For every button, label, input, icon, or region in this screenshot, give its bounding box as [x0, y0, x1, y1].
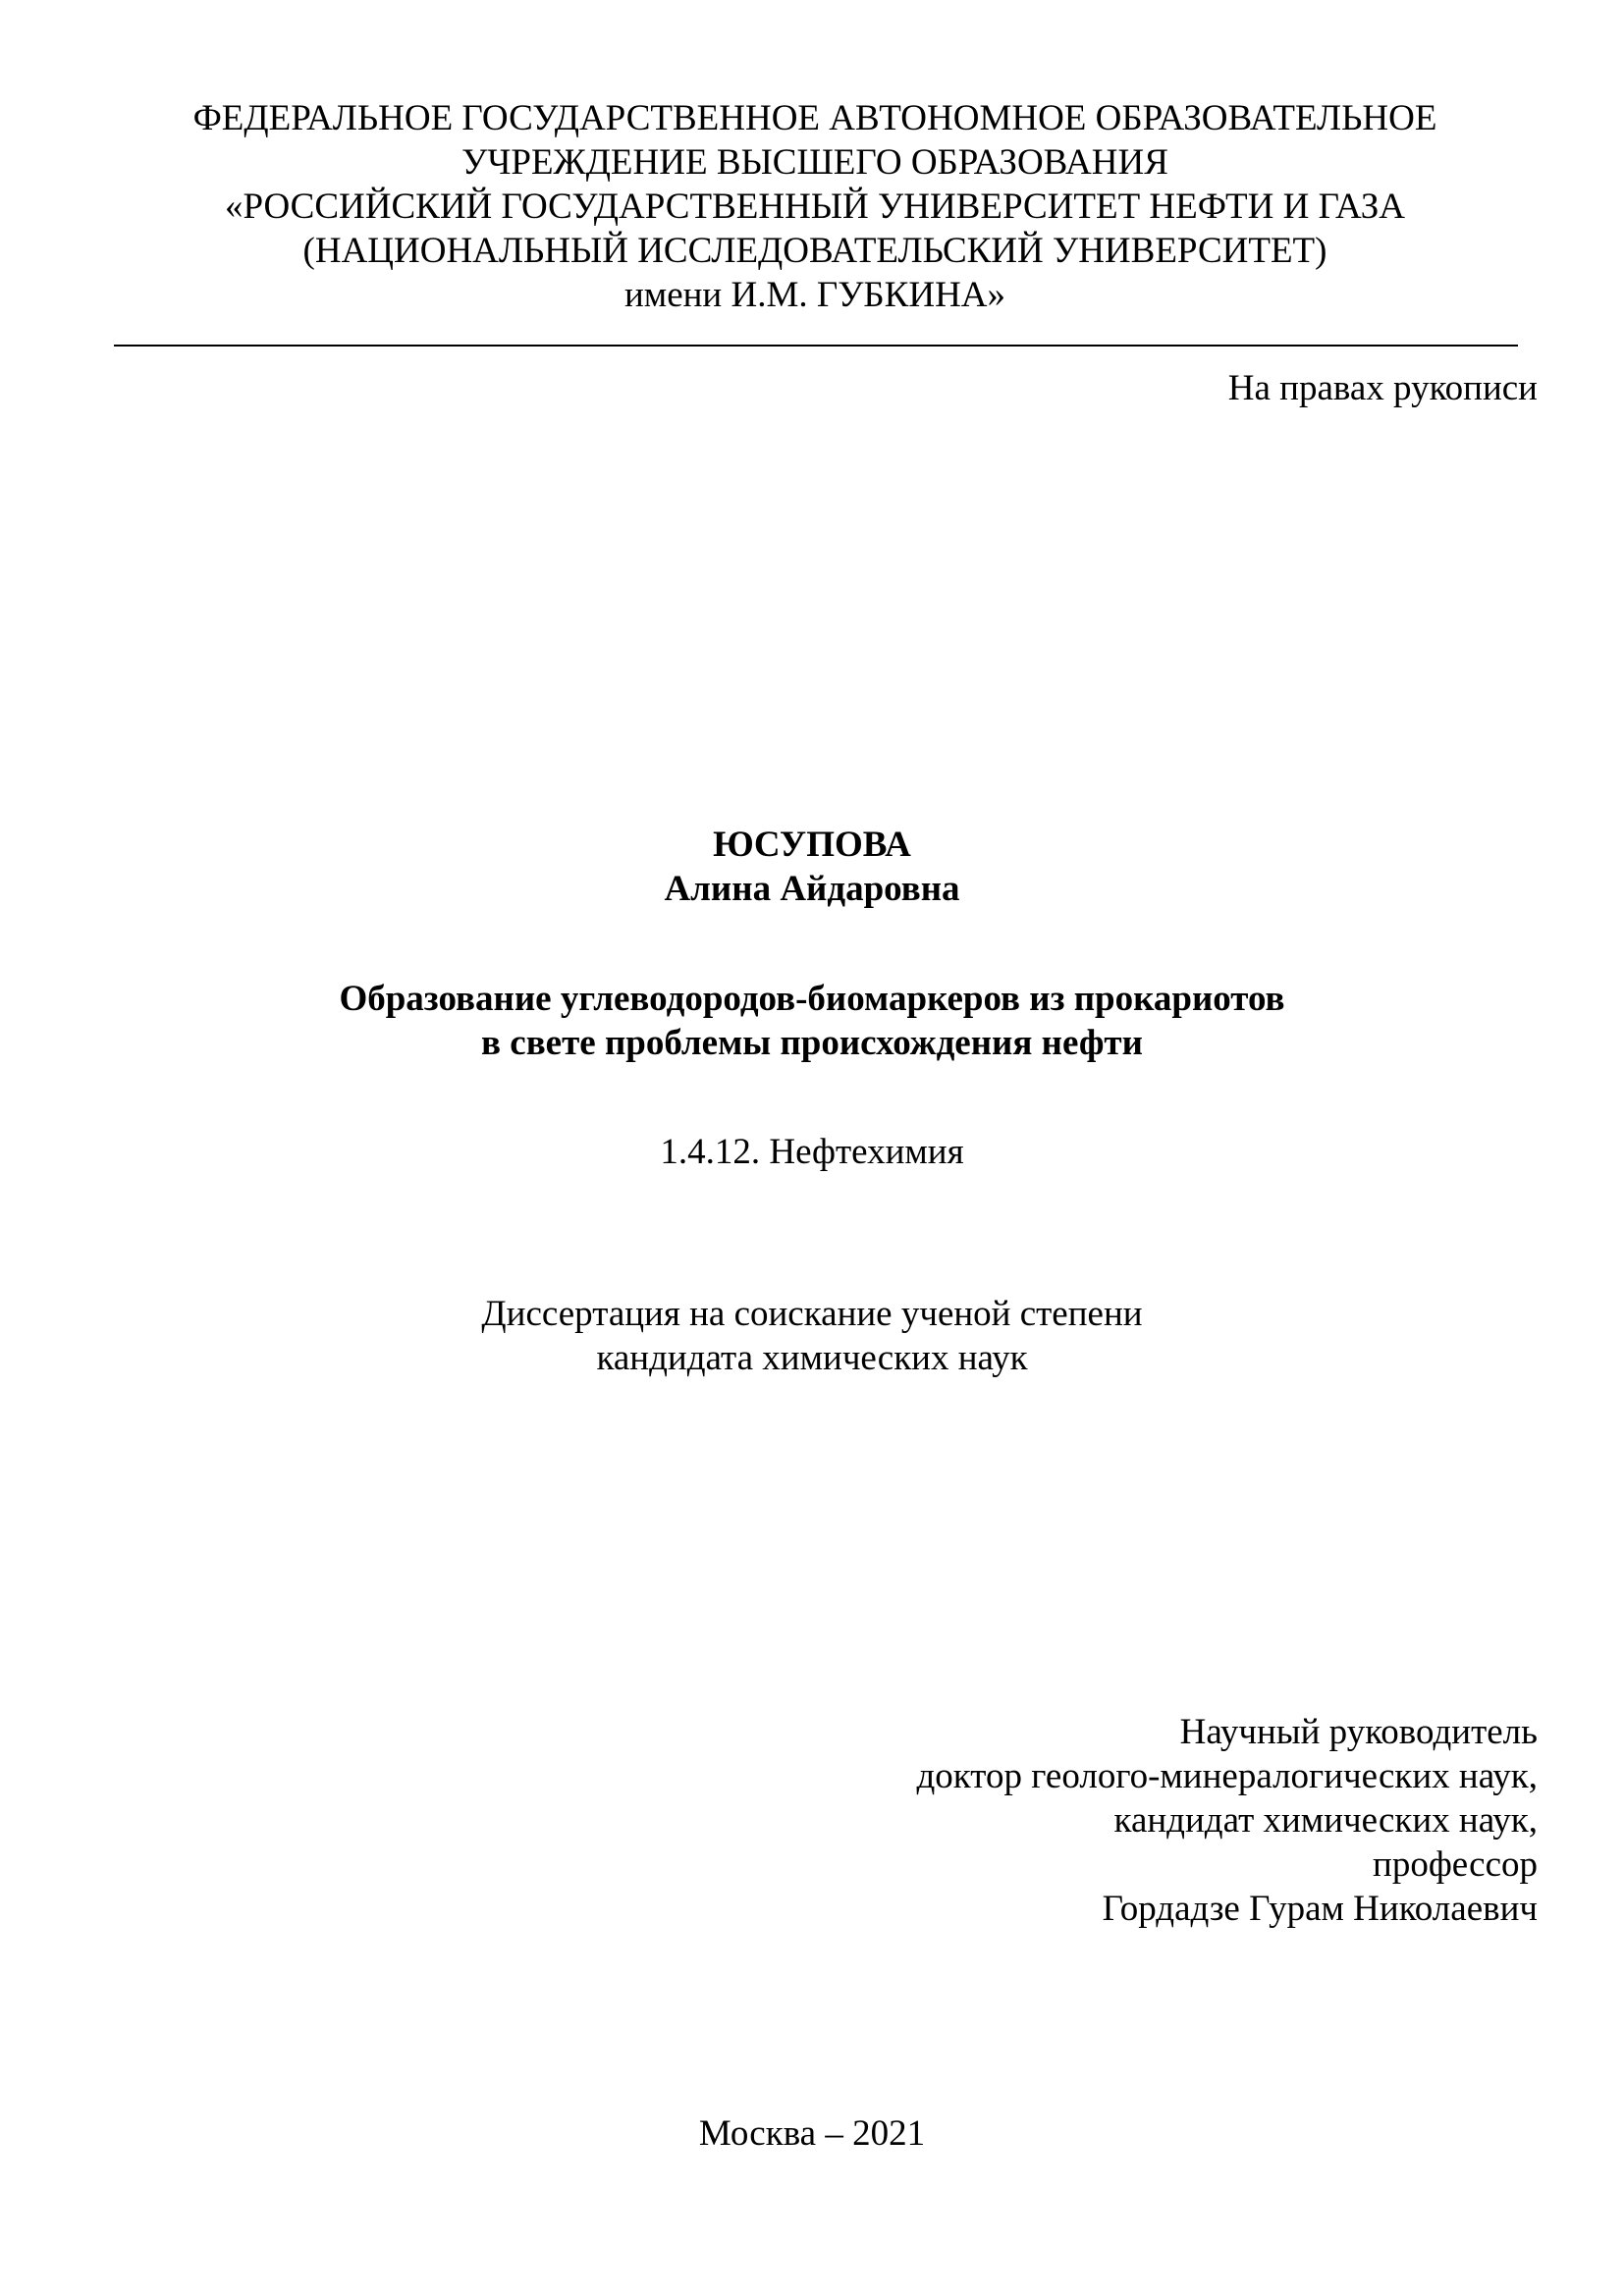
- degree-line-2: кандидата химических наук: [596, 1338, 1028, 1378]
- place-year-block: [0, 2112, 1624, 2156]
- rights-note-block: [1228, 367, 1538, 410]
- institution-line-4: (НАЦИОНАЛЬНЫЙ ИССЛЕДОВАТЕЛЬСКИЙ УНИВЕРСИТЕТ): [302, 231, 1327, 271]
- rights-note: На правах рукописи: [1227, 368, 1538, 408]
- author-surname: ЮСУПОВА: [713, 825, 911, 865]
- advisor-line-2: доктор геолого-минералогических наук,: [916, 1756, 1538, 1796]
- institution-header: [108, 96, 1522, 317]
- dissertation-title: [0, 977, 1624, 1065]
- header-divider: [114, 345, 1518, 347]
- institution-line-2: УЧРЕЖДЕНИЕ ВЫСШЕГО ОБРАЗОВАНИЯ: [461, 142, 1168, 183]
- degree-line-1: Диссертация на соискание ученой степени: [481, 1294, 1143, 1334]
- institution-line-5: имени И.М. ГУБКИНА»: [623, 275, 1006, 315]
- institution-line-3: «РОССИЙСКИЙ ГОСУДАРСТВЕННЫЙ УНИВЕРСИТЕТ НЕФТИ И ГАЗА: [224, 187, 1406, 227]
- advisor-line-4: профессор: [1373, 1844, 1538, 1885]
- institution-line-1: ФЕДЕРАЛЬНОЕ ГОСУДАРСТВЕННОЕ АВТОНОМНОЕ ОБРАЗОВАТЕЛЬНОЕ: [192, 98, 1437, 138]
- title-line-1: Образование углеводородов-биомаркеров из прокариотов: [339, 979, 1285, 1019]
- author-given-names: Алина Айдаровна: [664, 869, 960, 909]
- specialty-code: 1.4.12. Нефтехимия: [660, 1132, 964, 1172]
- author-block: [0, 823, 1624, 911]
- title-line-2: в свете проблемы происхождения нефти: [481, 1023, 1143, 1063]
- place-year: Москва – 2021: [698, 2113, 926, 2154]
- advisor-line-1: Научный руководитель: [1179, 1712, 1538, 1752]
- degree-block: [0, 1292, 1624, 1380]
- advisor-block: [916, 1710, 1538, 1931]
- advisor-line-3: кандидат химических наук,: [1113, 1800, 1538, 1841]
- specialty-block: [0, 1131, 1624, 1174]
- advisor-name: Гордадзе Гурам Николаевич: [1102, 1889, 1538, 1929]
